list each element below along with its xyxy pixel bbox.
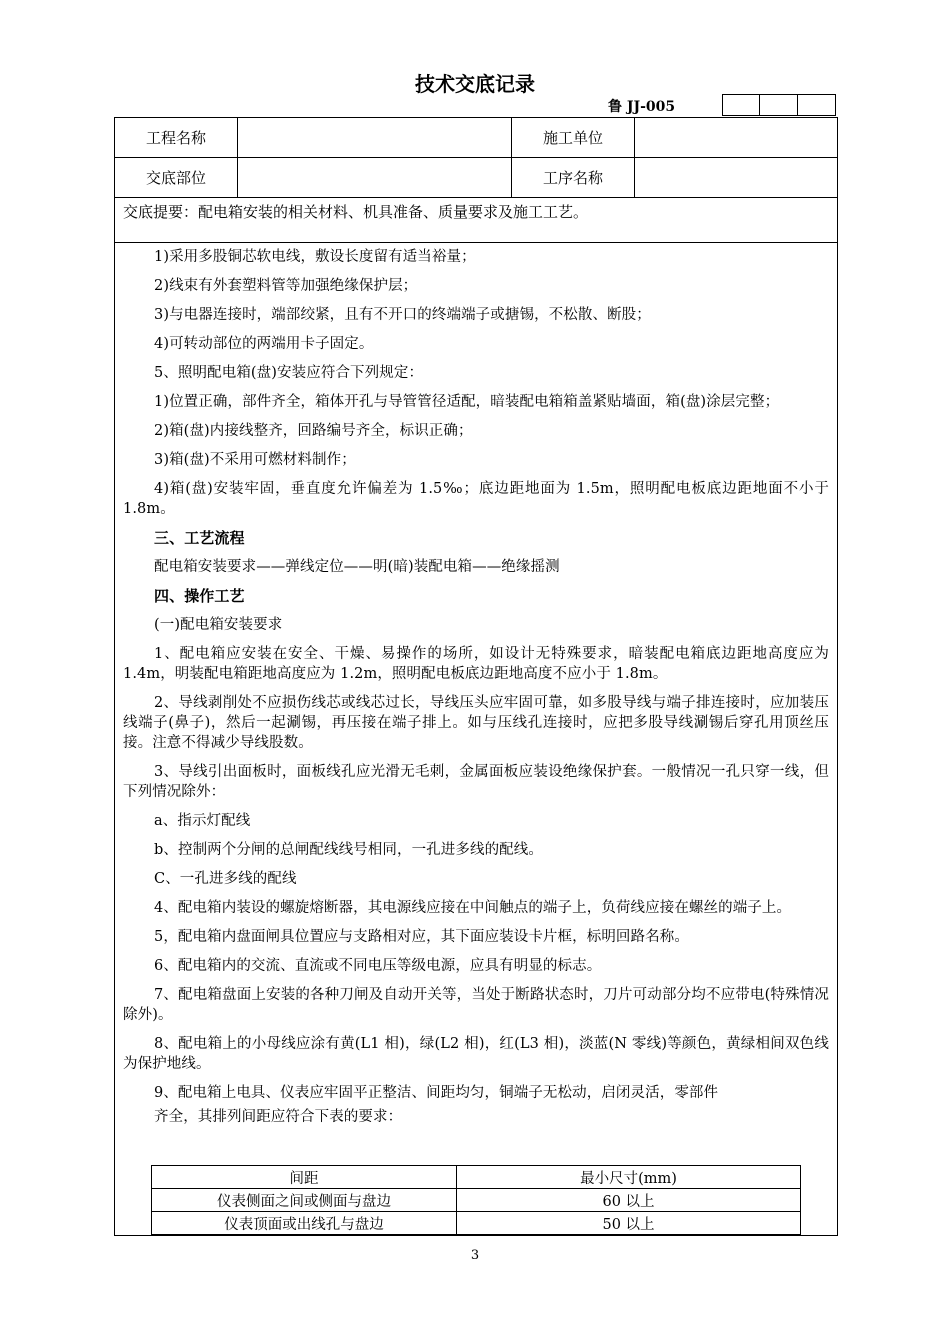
code-box <box>798 94 836 116</box>
doc-code-boxes <box>722 94 836 116</box>
paragraph: 齐全，其排列间距应符合下表的要求： <box>154 1109 403 1125</box>
process-label: 工序名称 <box>542 169 603 187</box>
table-row <box>152 1189 801 1212</box>
paragraph: 9、配电箱上电具、仪表应牢固平正整洁、间距均匀，铜端子无松动，启闭灵活，零部件 <box>154 1085 719 1101</box>
paragraph: C、一孔进多线的配线 <box>154 871 297 887</box>
table-cell: 仪表侧面之间或侧面与盘边 <box>152 1189 457 1212</box>
table-cell: 仪表顶面或出线孔与盘边 <box>152 1212 457 1235</box>
contractor-label: 施工单位 <box>542 129 603 147</box>
paragraph: 3)与电器连接时，端部绞紧，且有不开口的终端端子或搪锡，不松散、断股； <box>154 307 651 323</box>
section-heading: 三、工艺流程 <box>154 529 245 547</box>
paragraph: 5、照明配电箱(盘)安装应符合下列规定： <box>154 365 424 381</box>
paragraph: 4)箱(盘)安装牢固，垂直度允许偏差为 1.5‰；底边距地面为 1.5m，照明配电板底边距地面不小于 1.8m。 <box>123 481 829 517</box>
table-header: 最小尺寸(mm) <box>457 1166 801 1189</box>
paragraph: 2)线束有外套塑料管等加强绝缘保护层； <box>154 278 418 294</box>
location-value <box>238 158 511 197</box>
table-header-row <box>152 1166 801 1189</box>
table-cell: 50 以上 <box>457 1212 801 1235</box>
paragraph: 5，配电箱内盘面闸具位置应与支路相对应，其下面应装设卡片框，标明回路名称。 <box>154 929 689 945</box>
table-header: 间距 <box>152 1166 457 1189</box>
code-box <box>760 94 798 116</box>
paragraph: 7、配电箱盘面上安装的各种刀闸及自动开关等，当处于断路状态时，刀片可动部分均不应带电(特殊情况除外)。 <box>123 987 829 1023</box>
paragraph: 6、配电箱内的交流、直流或不同电压等级电源，应具有明显的标志。 <box>154 958 602 974</box>
header-row-1 <box>115 118 837 158</box>
paragraph: 4、配电箱内装设的螺旋熔断器，其电源线应接在中间触点的端子上，负荷线应接在螺丝的端子上。 <box>154 900 792 916</box>
paragraph: b、控制两个分闸的总闸配线线号相同，一孔进多线的配线。 <box>154 842 543 858</box>
paragraph: 4)可转动部位的两端用卡子固定。 <box>154 336 374 352</box>
paragraph: 3)箱(盘)不采用可燃材料制作； <box>154 452 356 468</box>
table-row <box>152 1212 801 1235</box>
project-name-label: 工程名称 <box>145 129 206 147</box>
code-box <box>722 94 760 116</box>
project-name-value <box>238 118 511 157</box>
paragraph: 1)位置正确，部件齐全，箱体开孔与导管管径适配，暗装配电箱箱盖紧贴墙面，箱(盘)涂层完整； <box>154 394 780 410</box>
table-cell: 60 以上 <box>457 1189 801 1212</box>
paragraph: 配电箱安装要求——弹线定位——明(暗)装配电箱——绝缘摇测 <box>154 559 560 575</box>
location-label: 交底部位 <box>145 169 206 187</box>
doc-code-label: 鲁 JJ-005 <box>608 99 676 115</box>
paragraph: 2、导线剥削处不应损伤线芯或线芯过长，导线压头应牢固可靠，如多股导线与端子排连接时，应加装压线端子(鼻子)，然后一起涮锡，再压接在端子排上。如与压线孔连接时，应把多股导线涮锡后穿孔用顶丝压接。注意不得减少导线股数。 <box>123 695 829 751</box>
summary: 交底提要：配电箱安装的相关材料、机具准备、质量要求及施工工艺。 <box>115 198 837 243</box>
paragraph: 8、配电箱上的小母线应涂有黄(L1 相)，绿(L2 相)，红(L3 相)，淡蓝(N 零线)等颜色，黄绿相间双色线为保护地线。 <box>123 1036 829 1072</box>
header-row-2 <box>115 158 837 198</box>
section-heading: 四、操作工艺 <box>154 587 245 605</box>
spacing-table <box>151 1165 801 1235</box>
doc-code <box>560 94 683 118</box>
record-form <box>114 117 838 1236</box>
paragraph: 3、导线引出面板时，面板线孔应光滑无毛刺，金属面板应装设绝缘保护套。一般情况一孔只穿一线，但下列情况除外： <box>123 764 829 800</box>
paragraph: 1、配电箱应安装在安全、干燥、易操作的场所，如设计无特殊要求，暗装配电箱底边距地高度应为 1.4m，明装配电箱距地高度应为 1.2m，照明配电板底边距地高度不应小于 1.8m。 <box>123 646 829 682</box>
paragraph: a、指示灯配线 <box>154 813 251 829</box>
paragraph: 2)箱(盘)内接线整齐，回路编号齐全，标识正确； <box>154 423 473 439</box>
contractor-value <box>635 118 835 157</box>
paragraph: (一)配电箱安装要求 <box>154 617 283 633</box>
page-number: 3 <box>470 1248 480 1263</box>
body-text <box>115 243 837 1136</box>
process-value <box>635 158 835 197</box>
page-title: 技术交底记录 <box>415 72 535 96</box>
paragraph: 1)采用多股铜芯软电线，敷设长度留有适当裕量； <box>154 249 476 265</box>
